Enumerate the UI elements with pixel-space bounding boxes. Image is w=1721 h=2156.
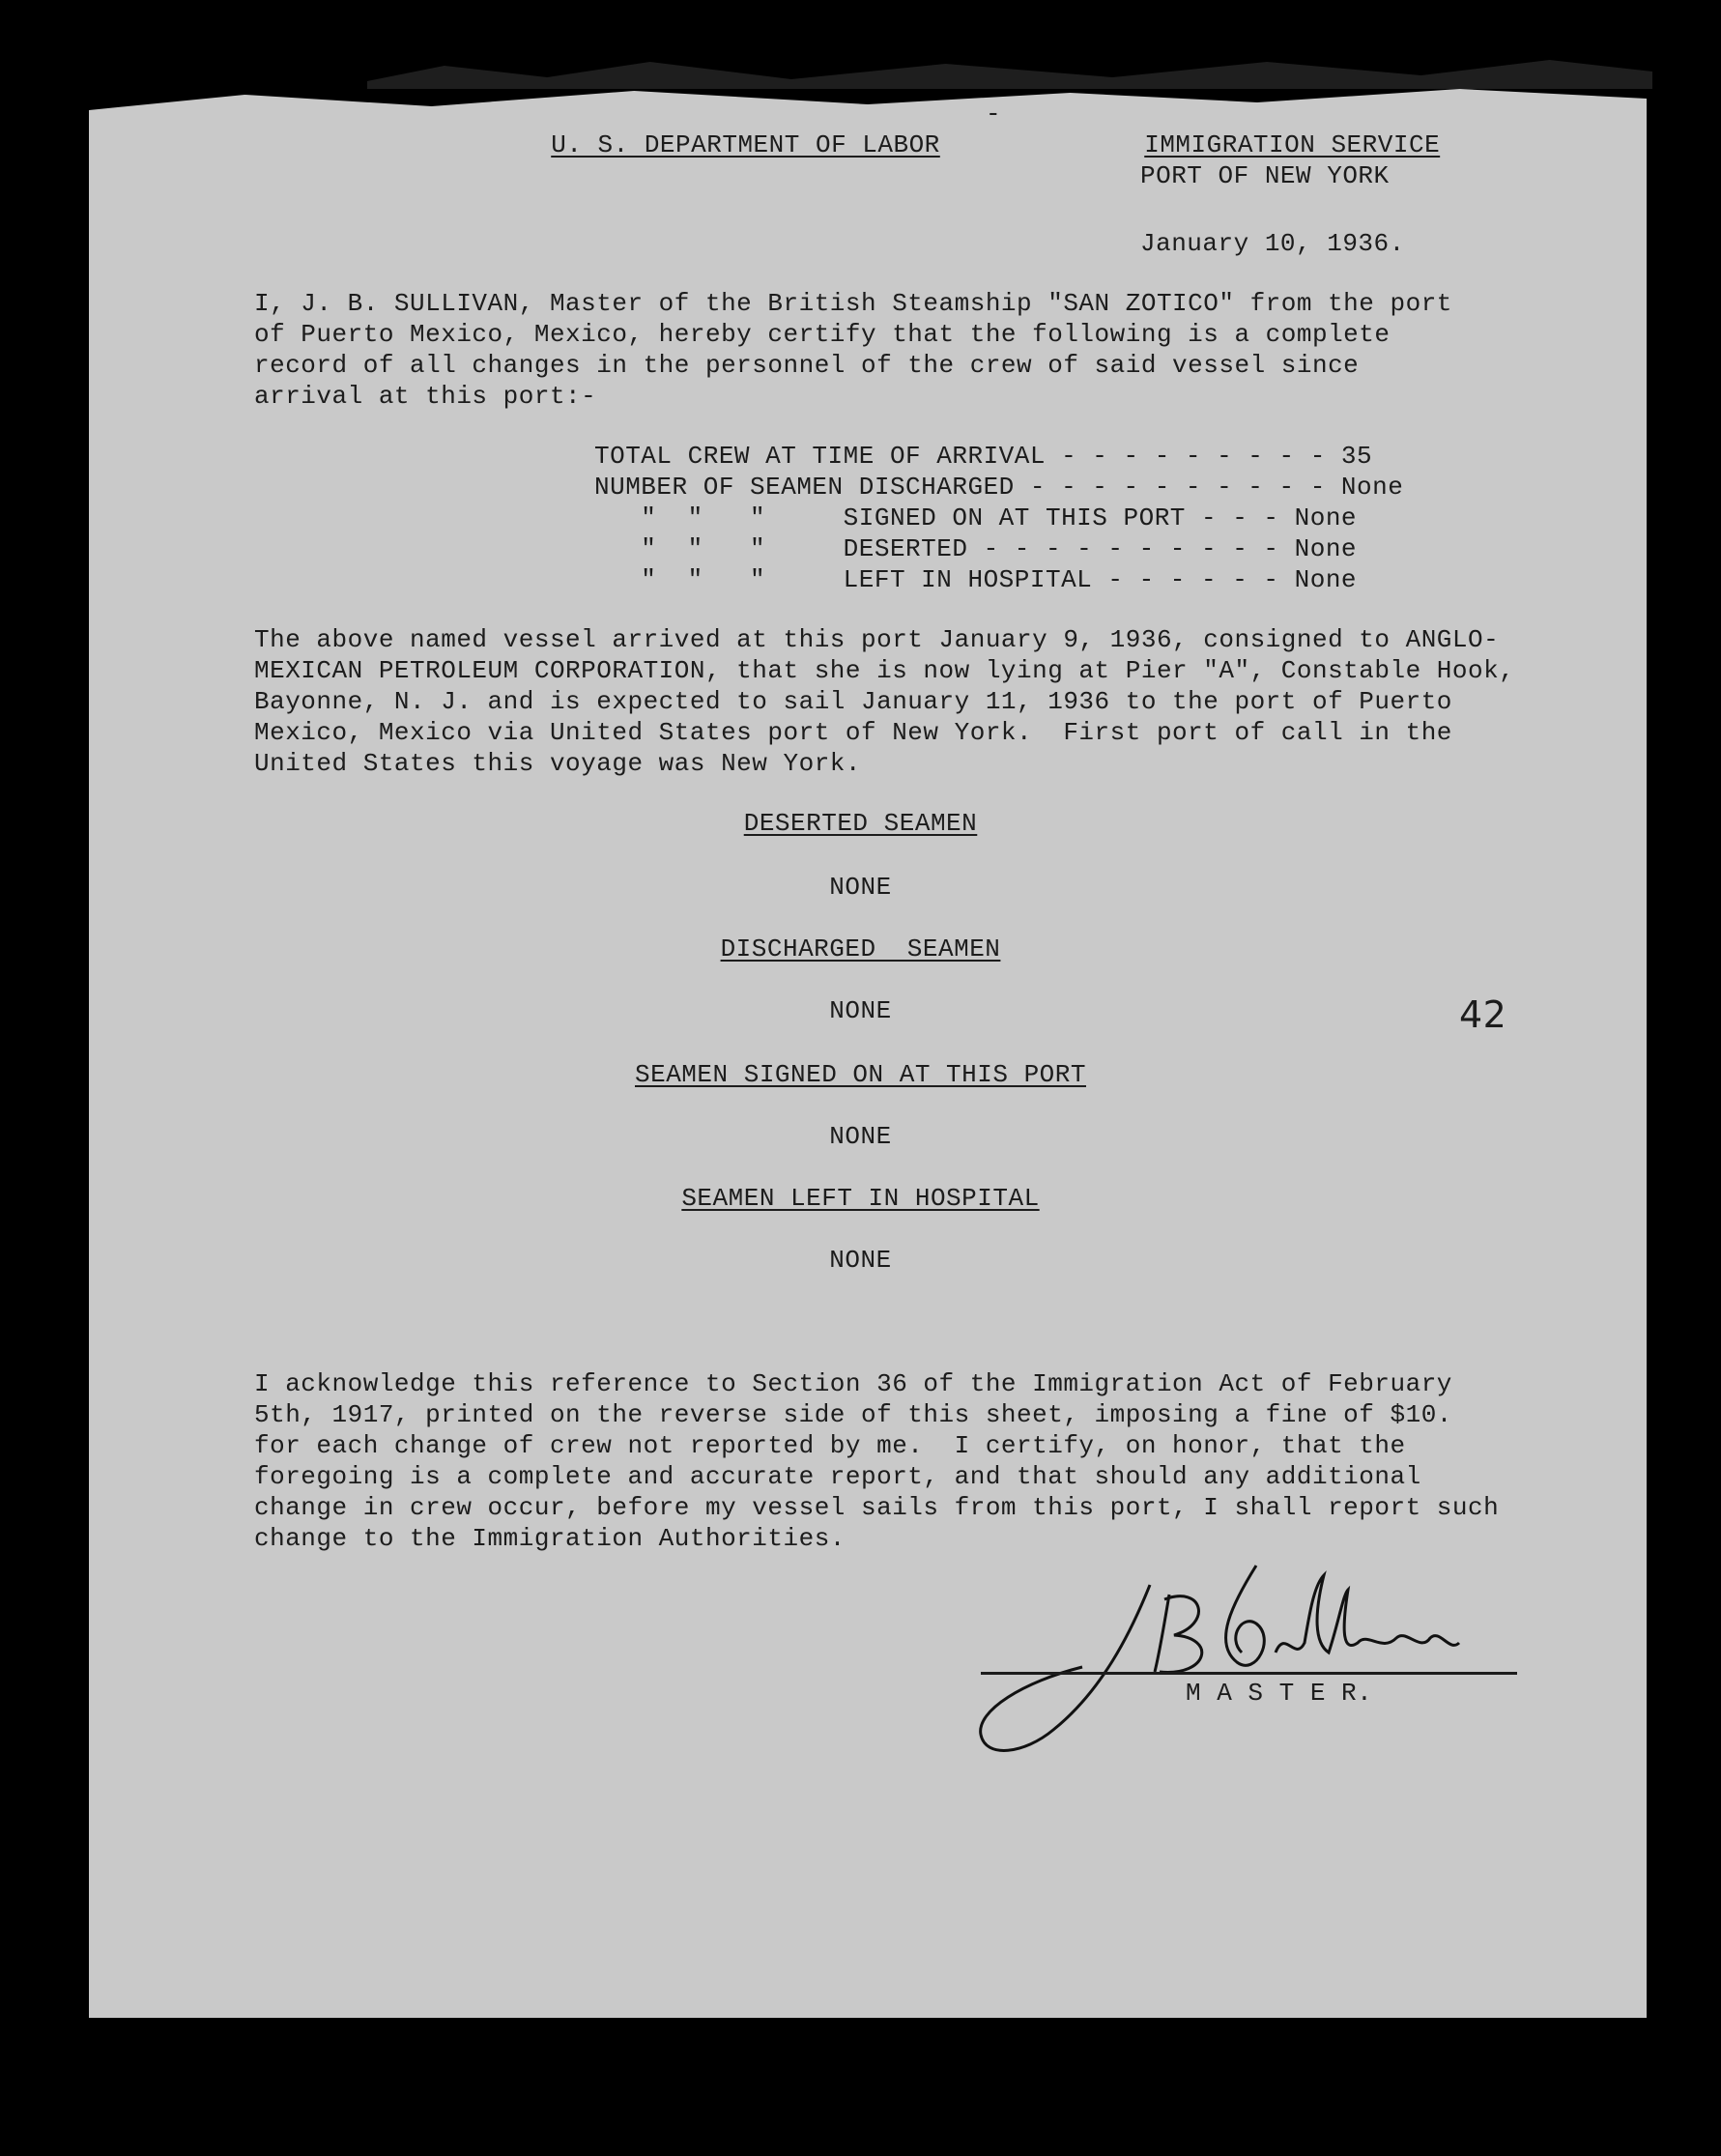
signature-line bbox=[981, 1672, 1517, 1675]
service-heading bbox=[1113, 99, 1440, 160]
section-heading-hospital: SEAMEN LEFT IN HOSPITAL bbox=[681, 1184, 1040, 1213]
section-heading-deserted: DESERTED SEAMEN bbox=[743, 809, 978, 838]
acknowledgement-line: for each change of crew not reported by me. I certify, on honor, that the bbox=[254, 1431, 1406, 1460]
section-value-discharged: NONE bbox=[829, 996, 892, 1025]
summary-line: " " " LEFT IN HOSPITAL - - - - - - None bbox=[594, 565, 1358, 594]
document-date: January 10, 1936. bbox=[1140, 229, 1405, 258]
arrival-line: Bayonne, N. J. and is expected to sail January 11, 1936 to the port of Puerto bbox=[254, 687, 1452, 716]
port-label: PORT OF NEW YORK bbox=[1140, 161, 1390, 190]
summary-line: " " " SIGNED ON AT THIS PORT - - - None bbox=[594, 503, 1358, 532]
summary-line: NUMBER OF SEAMEN DISCHARGED - - - - - - - - - - None bbox=[594, 473, 1404, 502]
summary-line: TOTAL CREW AT TIME OF ARRIVAL - - - - - - - - - 35 bbox=[594, 442, 1373, 471]
summary-line: " " " DESERTED - - - - - - - - - - None bbox=[594, 534, 1358, 563]
torn-top-edge bbox=[367, 50, 1652, 89]
intro-line: of Puerto Mexico, Mexico, hereby certify that the following is a complete bbox=[254, 320, 1391, 349]
acknowledgement-line: change in crew occur, before my vessel sails from this port, I shall report such bbox=[254, 1493, 1500, 1522]
service-label: IMMIGRATION SERVICE bbox=[1144, 130, 1441, 159]
header-separator: - bbox=[986, 100, 1002, 129]
acknowledgement-line: change to the Immigration Authorities. bbox=[254, 1524, 846, 1553]
arrival-line: The above named vessel arrived at this port January 9, 1936, consigned to ANGLO- bbox=[254, 625, 1500, 654]
acknowledgement-line: 5th, 1917, printed on the reverse side of this sheet, imposing a fine of $10. bbox=[254, 1400, 1452, 1429]
department-heading bbox=[520, 99, 940, 160]
acknowledgement-line: foregoing is a complete and accurate report, and that should any additional bbox=[254, 1462, 1421, 1491]
section-value-deserted: NONE bbox=[829, 873, 892, 902]
intro-line: I, J. B. SULLIVAN, Master of the British Steamship "SAN ZOTICO" from the port bbox=[254, 289, 1452, 318]
page-number: 42 bbox=[1459, 993, 1507, 1036]
arrival-line: MEXICAN PETROLEUM CORPORATION, that she is now lying at Pier "A", Constable Hook, bbox=[254, 656, 1515, 685]
intro-line: record of all changes in the personnel of the crew of said vessel since bbox=[254, 351, 1360, 380]
signature-image bbox=[966, 1546, 1469, 1768]
intro-line: arrival at this port:- bbox=[254, 382, 597, 411]
section-heading-discharged: DISCHARGED SEAMEN bbox=[720, 934, 1001, 963]
acknowledgement-line: I acknowledge this reference to Section 36 of the Immigration Act of February bbox=[254, 1369, 1452, 1398]
arrival-line: United States this voyage was New York. bbox=[254, 749, 861, 778]
arrival-line: Mexico, Mexico via United States port of New York. First port of call in the bbox=[254, 718, 1452, 747]
section-value-signed-on: NONE bbox=[829, 1122, 892, 1151]
signature-title: M A S T E R. bbox=[1186, 1679, 1373, 1708]
section-value-hospital: NONE bbox=[829, 1246, 892, 1275]
department-label: U. S. DEPARTMENT OF LABOR bbox=[551, 130, 940, 159]
section-heading-signed-on: SEAMEN SIGNED ON AT THIS PORT bbox=[635, 1060, 1086, 1089]
